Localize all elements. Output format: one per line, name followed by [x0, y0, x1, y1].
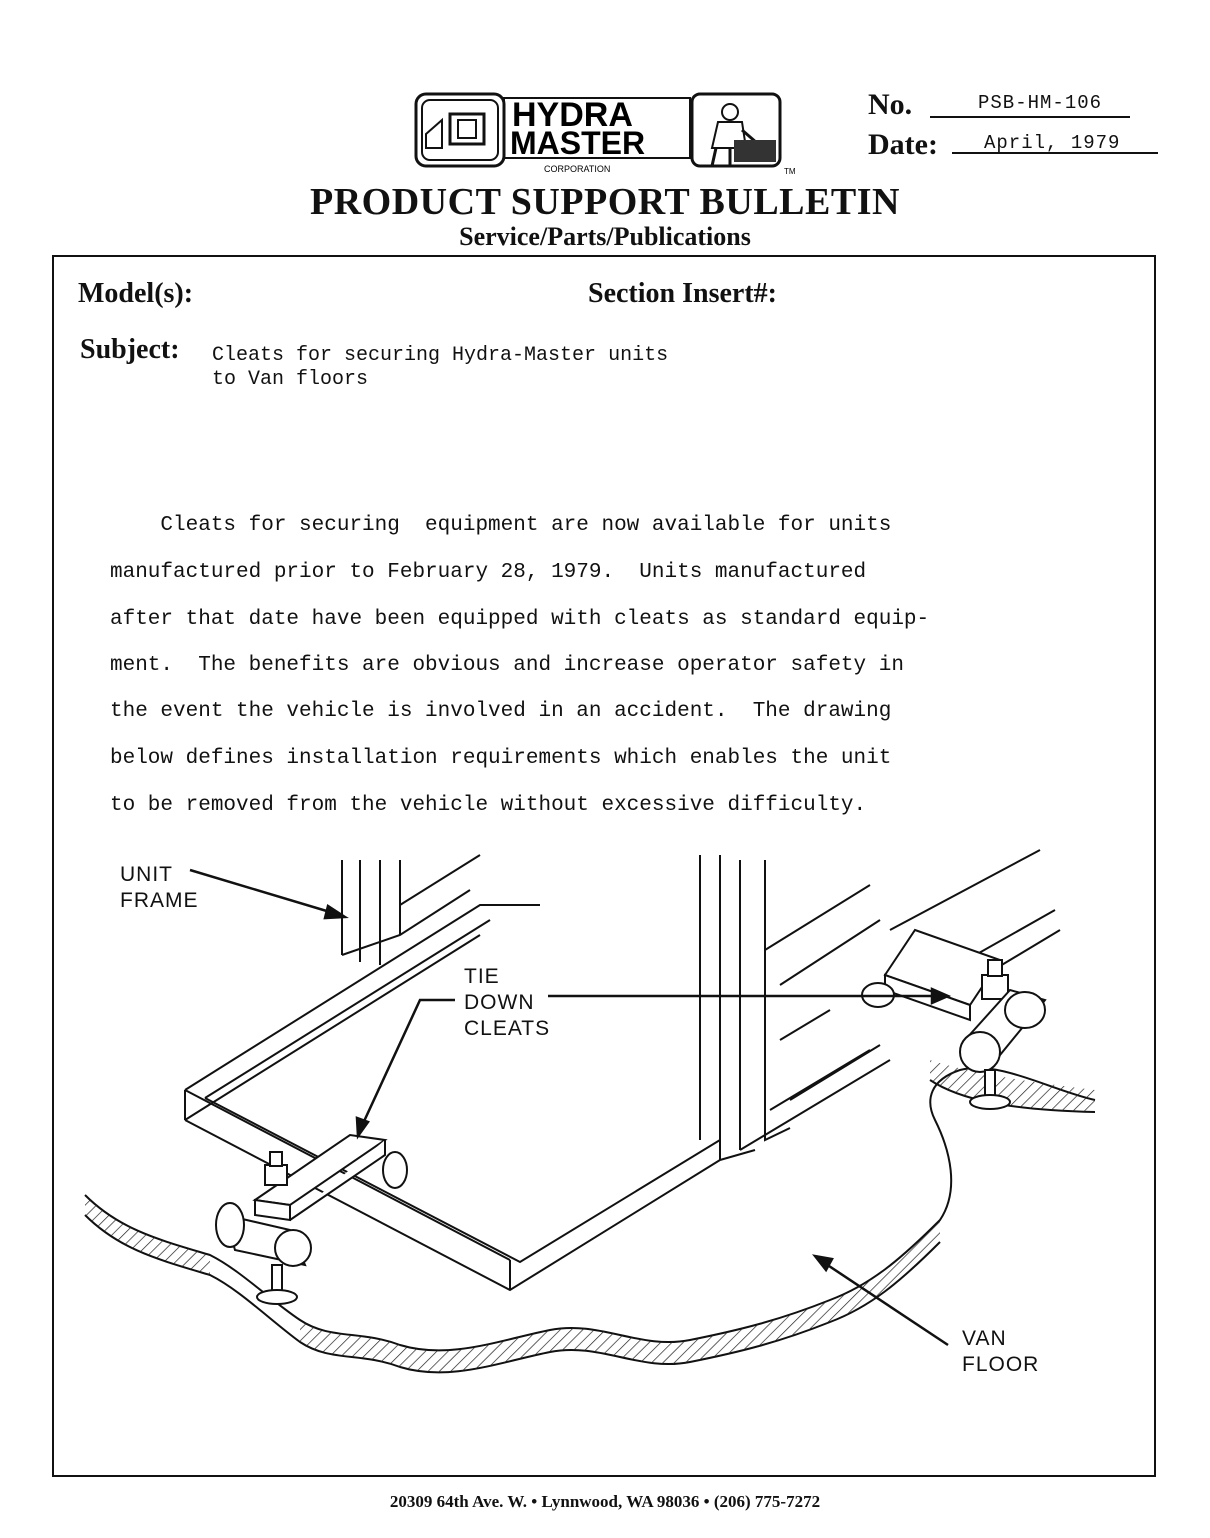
- bulletin-number-underline: [930, 116, 1130, 118]
- callout-cleats-line-3: CLEATS: [464, 1017, 551, 1040]
- footer-address: 20309 64th Ave. W. • Lynnwood, WA 98036 • (206) 775-7272: [389, 1492, 821, 1511]
- callout-van-floor-line-2: FLOOR: [962, 1353, 1040, 1376]
- callout-unit-frame-line-1: UNIT: [120, 863, 173, 886]
- date-value: April, 1979: [984, 132, 1121, 154]
- logo-text-master: MASTER: [510, 125, 646, 161]
- subject-line-1: Cleats for securing Hydra-Master units: [212, 344, 669, 367]
- body-line: manufactured prior to February 28, 1979. Units manufactured: [110, 561, 867, 584]
- callout-van-floor: [962, 1326, 1039, 1378]
- hydra-master-logo: [412, 90, 802, 180]
- logo-text-hydra: HYDRA: [512, 96, 633, 134]
- body-line: the event the vehicle is involved in an accident. The drawing: [110, 700, 892, 723]
- logo-trademark: TM: [784, 167, 796, 176]
- callout-cleats-line-1: TIE: [464, 965, 500, 988]
- callout-tie-down-cleats: [464, 964, 550, 1042]
- date-label: Date:: [868, 128, 938, 161]
- body-line: ment. The benefits are obvious and increase operator safety in: [110, 654, 904, 677]
- callout-cleats-line-2: DOWN: [464, 991, 535, 1014]
- body-line: after that date have been equipped with cleats as standard equip-: [110, 608, 930, 631]
- section-insert-label: Section Insert#:: [588, 278, 777, 309]
- subject-label: Subject:: [80, 334, 180, 365]
- models-label: Model(s):: [78, 278, 194, 309]
- body-line: to be removed from the vehicle without excessive difficulty.: [110, 794, 867, 817]
- body-line: below defines installation requirements which enables the unit: [110, 747, 892, 770]
- callout-van-floor-line-1: VAN: [962, 1327, 1007, 1350]
- logo-text-corporation: CORPORATION: [544, 164, 611, 174]
- bulletin-number-value: PSB-HM-106: [978, 92, 1103, 114]
- date-underline: [952, 152, 1158, 154]
- callout-unit-frame: [120, 862, 199, 914]
- subject-line-2: to Van floors: [212, 368, 369, 391]
- body-line: Cleats for securing equipment are now available for units: [110, 514, 892, 537]
- bulletin-number-label: No.: [868, 88, 913, 121]
- page-title: PRODUCT SUPPORT BULLETIN: [310, 181, 900, 223]
- page-subtitle: Service/Parts/Publications: [459, 222, 751, 251]
- callout-unit-frame-line-2: FRAME: [120, 889, 199, 912]
